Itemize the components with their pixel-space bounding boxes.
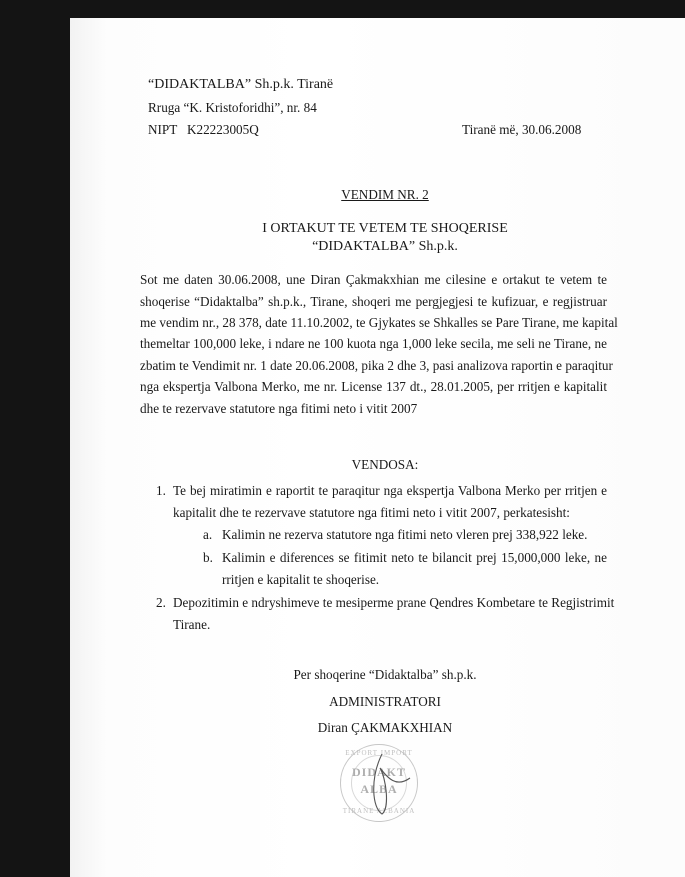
sub-list-line: Kalimin e diferences se fitimit neto te bilancit prej 15,000,000 leke, ne <box>222 550 607 565</box>
intro-line: dhe te rezervave statutore nga fitimi neto i vitit 2007 <box>140 401 418 416</box>
intro-line: themeltar 100,000 leke, i ndare ne 100 kuota nga 1,000 leke secila, me seli ne Tirane, ne <box>140 336 607 351</box>
list-line: Tirane. <box>173 617 211 632</box>
intro-line: shoqerise “Didaktalba” sh.p.k., Tirane, shoqeri me pergjegjesi te kufizuar, e regjistruar <box>140 294 607 309</box>
list-line: Te bej miratimin e raportit te paraqitur nga ekspertja Valbona Merko per rritjen e <box>173 483 607 498</box>
title-line-1: I ORTAKUT TE VETEM TE SHOQERISE <box>262 221 508 236</box>
decision-number: VENDIM NR. 2 <box>341 187 429 202</box>
sub-list-letter: b. <box>203 550 213 565</box>
stamp-bottom-text: TIRANE ALBANIA <box>342 807 416 815</box>
intro-line: nga ekspertja Valbona Merko, me nr. License 137 dt., 28.01.2005, per rritjen e kapitalit <box>140 379 607 394</box>
decides-heading: VENDOSA: <box>351 457 419 472</box>
intro-line: Sot me daten 30.06.2008, une Diran Çakmakxhian me cilesine e ortakut te vetem te <box>140 272 607 287</box>
company-name: “DIDAKTALBA” Sh.p.k. Tiranë <box>148 77 334 92</box>
stamp-center-text: ALBA <box>360 782 398 796</box>
intro-line: zbatim te Vendimit nr. 1 date 20.06.2008, pika 2 dhe 3, pasi analizova raportin e paraqitur <box>140 358 613 373</box>
place-date: Tiranë më, 30.06.2008 <box>462 122 582 137</box>
sub-list-line: Kalimin ne rezerva statutore nga fitimi neto vleren prej 338,922 leke. <box>222 527 588 542</box>
list-line: Depozitimin e ndryshimeve te mesiperme prane Qendres Kombetare te Regjistrimit <box>173 595 615 610</box>
title-line-2: “DIDAKTALBA” Sh.p.k. <box>312 239 458 254</box>
stamp-top-text: EXPORT IMPORT <box>345 749 413 757</box>
company-nipt: NIPT K22223005Q <box>148 122 259 137</box>
handwritten-signature <box>360 748 420 818</box>
company-address: Rruga “K. Kristoforidhi”, nr. 84 <box>148 100 317 115</box>
list-number: 2. <box>156 595 166 610</box>
list-number: 1. <box>156 483 166 498</box>
list-line: kapitalit dhe te rezervave statutore nga fitimi neto i vitit 2007, perkatesisht: <box>173 505 570 520</box>
sub-list-letter: a. <box>203 527 213 542</box>
signature-for-company: Per shoqerine “Didaktalba” sh.p.k. <box>293 667 477 682</box>
stamp-center-text: DIDAKT <box>351 765 406 779</box>
signature-role: ADMINISTRATORI <box>329 694 441 709</box>
intro-line: me vendim nr., 28 378, date 11.10.2002, te Gjykates se Shkalles se Pare Tirane, me kapital <box>140 315 618 330</box>
signature-name: Diran ÇAKMAKXHIAN <box>317 720 453 735</box>
sub-list-line: rritjen e kapitalit te shoqerise. <box>222 572 380 587</box>
